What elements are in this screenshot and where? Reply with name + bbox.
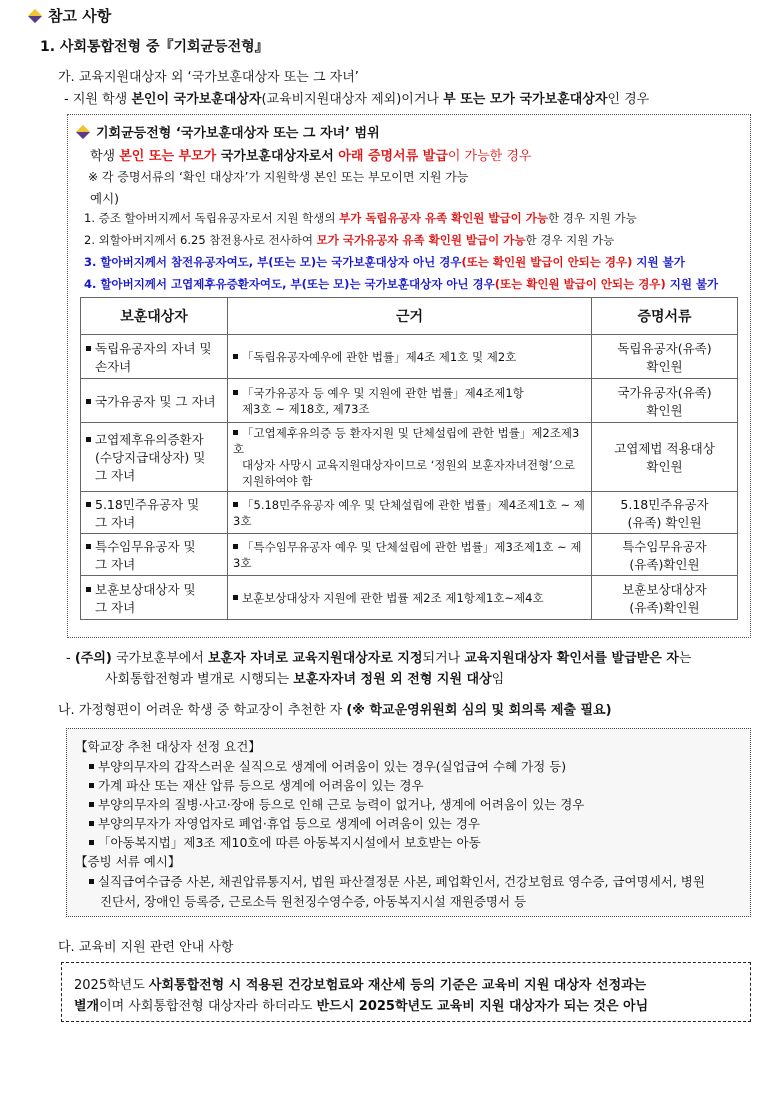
square-bullet-icon xyxy=(86,502,91,507)
square-bullet-icon xyxy=(233,502,238,507)
cell-text: 확인원 xyxy=(646,402,683,418)
cell-text: 국가유공자(유족) xyxy=(617,384,712,400)
section-title: 참고 사항 xyxy=(28,5,111,26)
square-bullet-icon xyxy=(86,346,91,351)
cell-documents xyxy=(592,423,738,492)
square-bullet-icon xyxy=(233,544,238,549)
table-row xyxy=(81,379,738,423)
cell-text: 보훈보상대상자 및 xyxy=(95,581,196,597)
cell-text: 보훈보상대상자 xyxy=(622,581,707,597)
documents-heading: 【증빙 서류 예시】 xyxy=(75,854,181,869)
list-item: 「아동복지법」제3조 제10호에 따른 아동복지시설에서 보호받는 아동 xyxy=(89,833,481,851)
cell-text: 손자녀 xyxy=(95,358,132,374)
cell-text: 그 자녀 xyxy=(95,468,136,483)
cell-basis xyxy=(228,534,592,576)
cell-basis xyxy=(228,379,592,423)
ga-condition: - 지원 학생 본인이 국가보훈대상자(교육비지원대상자 제외)이거나 부 또는 모가 국가보훈대상자인 경우 xyxy=(64,92,650,107)
subheading-ga: 가. 교육지원대상자 외 ‘국가보훈대상자 또는 그 자녀’ xyxy=(58,70,359,85)
caution-note: - (주의) 국가보훈부에서 보훈자 자녀로 교육지원대상자로 지정되거나 교육지원대상자 확인서를 발급받은 자는 xyxy=(66,651,692,666)
veterans-table xyxy=(80,297,738,620)
cell-text: 「고엽제후유의증 등 환자지원 및 단체설립에 관한 법률」제2조제3호 xyxy=(233,426,580,456)
square-bullet-icon xyxy=(86,544,91,549)
header-basis: 근거 xyxy=(228,298,592,335)
cell-target xyxy=(81,423,228,492)
table-body xyxy=(81,335,738,620)
cell-text: 5.18민주유공자 xyxy=(620,496,709,512)
cell-text: (유족)확인원 xyxy=(629,556,700,572)
cell-basis xyxy=(228,423,592,492)
list-item: 부양의무자의 질병·사고·장애 등으로 인해 근로 능력이 없거나, 생계에 어려움이 있는 경우 xyxy=(89,795,584,813)
list-item: 가계 파산 또는 재산 압류 등으로 생계에 어려움이 있는 경우 xyxy=(89,776,424,794)
documents-line-1: 실직급여수급증 사본, 채권압류통지서, 법원 파산결정문 사본, 폐업확인서, 건강보험료 영수증, 급여명세서, 병원 xyxy=(89,872,705,890)
square-bullet-icon xyxy=(233,390,238,395)
example-3: 3. 할아버지께서 참전유공자여도, 부(또는 모)는 국가보훈대상자 아닌 경우(또는 확인원 발급이 안되는 경우) 지원 불가 xyxy=(84,255,685,269)
cell-text: 「특수임무유공자 예우 및 단체설립에 관한 법률」제3조제1호 ~ 제3호 xyxy=(233,539,582,570)
cell-documents xyxy=(592,576,738,620)
cell-text: (수당지급대상자) 및 xyxy=(95,450,206,465)
list-item: 부양의무자의 갑작스러운 실직으로 생계에 어려움이 있는 경우(실업급여 수혜 가정 등) xyxy=(89,757,566,775)
cell-text: (유족) 확인원 xyxy=(627,514,702,530)
tuition-notice-box xyxy=(61,962,751,1022)
table-row xyxy=(81,335,738,379)
example-1: 1. 증조 할아버지께서 독립유공자로서 지원 학생의 부가 독립유공자 유족 확인원 발급이 가능한 경우 지원 가능 xyxy=(84,211,637,225)
square-bullet-icon xyxy=(89,879,94,884)
example-label: 예시) xyxy=(90,191,120,206)
heading-1: 1. 사회통합전형 중『기회균등전형』 xyxy=(40,39,269,55)
square-bullet-icon xyxy=(89,840,94,845)
table-row xyxy=(81,534,738,576)
square-bullet-icon xyxy=(86,437,91,442)
square-bullet-icon xyxy=(89,821,94,826)
square-bullet-icon xyxy=(89,783,94,788)
example-4: 4. 할아버지께서 고엽제후유증환자여도, 부(또는 모)는 국가보훈대상자 아닌 경우(또는 확인원 발급이 안되는 경우) 지원 불가 xyxy=(84,277,719,291)
cell-text: 보훈보상대상자 지원에 관한 법률 제2조 제1항제1호~제4호 xyxy=(242,590,544,605)
cell-text: 「5.18민주유공자 예우 및 단체설립에 관한 법률」제4조제1호 ~ 제3호 xyxy=(233,497,585,528)
cell-text: 고엽제법 적용대상 xyxy=(614,441,715,456)
cell-text: 확인원 xyxy=(646,358,683,374)
square-bullet-icon xyxy=(233,430,238,435)
square-bullet-icon xyxy=(89,802,94,807)
notice-line-2: 별개이며 사회통합전형 대상자라 하더라도 반드시 2025학년도 교육비 지원 대상자가 되는 것은 아님 xyxy=(74,999,649,1014)
cell-text: 독립유공자의 자녀 및 xyxy=(95,340,212,356)
cell-text: 확인원 xyxy=(646,459,683,474)
cell-basis xyxy=(228,335,592,379)
table-row xyxy=(81,576,738,620)
diamond-bullet-icon xyxy=(28,9,42,23)
cell-documents xyxy=(592,534,738,576)
square-bullet-icon xyxy=(233,354,238,359)
cell-text: 특수임무유공자 xyxy=(622,538,707,554)
cell-text: 대상자 사망시 교육지원대상자이므로 ‘정원외 보훈자자녀전형’으로 xyxy=(242,458,575,472)
documents-line-2: 진단서, 장애인 등록증, 근로소득 원천징수영수증, 아동복지시설 재원증명서 등 xyxy=(100,894,527,909)
cell-target xyxy=(81,576,228,620)
cell-text: 그 자녀 xyxy=(95,514,136,530)
square-bullet-icon xyxy=(86,399,91,404)
scope-note: ※ 각 증명서류의 ‘확인 대상자’가 지원학생 본인 또는 부모이면 지원 가능 xyxy=(88,170,469,184)
cell-text: 특수임무유공자 및 xyxy=(95,538,196,554)
cell-text: 5.18민주유공자 및 xyxy=(95,496,200,512)
cell-target xyxy=(81,335,228,379)
cell-documents xyxy=(592,379,738,423)
table-row xyxy=(81,423,738,492)
diamond-bullet-icon xyxy=(76,125,90,139)
cell-documents xyxy=(592,492,738,534)
subheading-da: 다. 교육비 지원 관련 안내 사항 xyxy=(58,940,234,955)
cell-text: 제3호 ~ 제18호, 제73조 xyxy=(242,401,370,416)
cell-target xyxy=(81,492,228,534)
header-documents: 증명서류 xyxy=(592,298,738,335)
cell-text: 독립유공자(유족) xyxy=(617,340,712,356)
caution-note-line2: 사회통합전형과 별개로 시행되는 보훈자자녀 정원 외 전형 지원 대상임 xyxy=(105,672,505,687)
table-header-row xyxy=(81,298,738,335)
square-bullet-icon xyxy=(86,587,91,592)
header-target: 보훈대상자 xyxy=(81,298,228,335)
square-bullet-icon xyxy=(233,595,238,600)
requirements-heading: 【학교장 추천 대상자 선정 요건】 xyxy=(75,739,261,754)
cell-text: 「국가유공자 등 예우 및 지원에 관한 법률」제4조제1항 xyxy=(242,385,524,400)
cell-text: 고엽제후유의증환자 xyxy=(95,432,204,447)
cell-text: 그 자녀 xyxy=(95,556,136,572)
example-2: 2. 외할아버지께서 6.25 참전용사로 전사하여 모가 국가유공자 유족 확인원 발급이 가능한 경우 지원 가능 xyxy=(84,233,615,247)
cell-text: (유족)확인원 xyxy=(629,599,700,615)
cell-documents xyxy=(592,335,738,379)
notice-line-1: 2025학년도 사회통합전형 시 적용된 건강보험료와 재산세 등의 기준은 교육비 지원 대상자 선정과는 xyxy=(74,978,647,993)
cell-text: 지원하여야 함 xyxy=(242,474,313,488)
veterans-scope-box xyxy=(67,114,751,638)
cell-target xyxy=(81,379,228,423)
square-bullet-icon xyxy=(89,764,94,769)
table-row xyxy=(81,492,738,534)
cell-text: 「독립유공자예우에 관한 법률」제4조 제1호 및 제2호 xyxy=(242,349,517,364)
list-item: 부양의무자가 자영업자로 폐업·휴업 등으로 생계에 어려움이 있는 경우 xyxy=(89,814,480,832)
cell-basis xyxy=(228,576,592,620)
cell-text: 그 자녀 xyxy=(95,599,136,615)
cell-basis xyxy=(228,492,592,534)
cell-text: 국가유공자 및 그 자녀 xyxy=(95,393,216,409)
cell-target xyxy=(81,534,228,576)
subheading-na: 나. 가정형편이 어려운 학생 중 학교장이 추천한 자 (※ 학교운영위원회 심의 및 회의록 제출 필요) xyxy=(58,703,612,718)
box-title: 기회균등전형 ‘국가보훈대상자 또는 그 자녀’ 범위 xyxy=(76,122,380,141)
scope-line: 학생 본인 또는 부모가 국가보훈대상자로서 아래 증명서류 발급이 가능한 경우 xyxy=(90,149,532,164)
principal-recommendation-box xyxy=(66,728,751,917)
